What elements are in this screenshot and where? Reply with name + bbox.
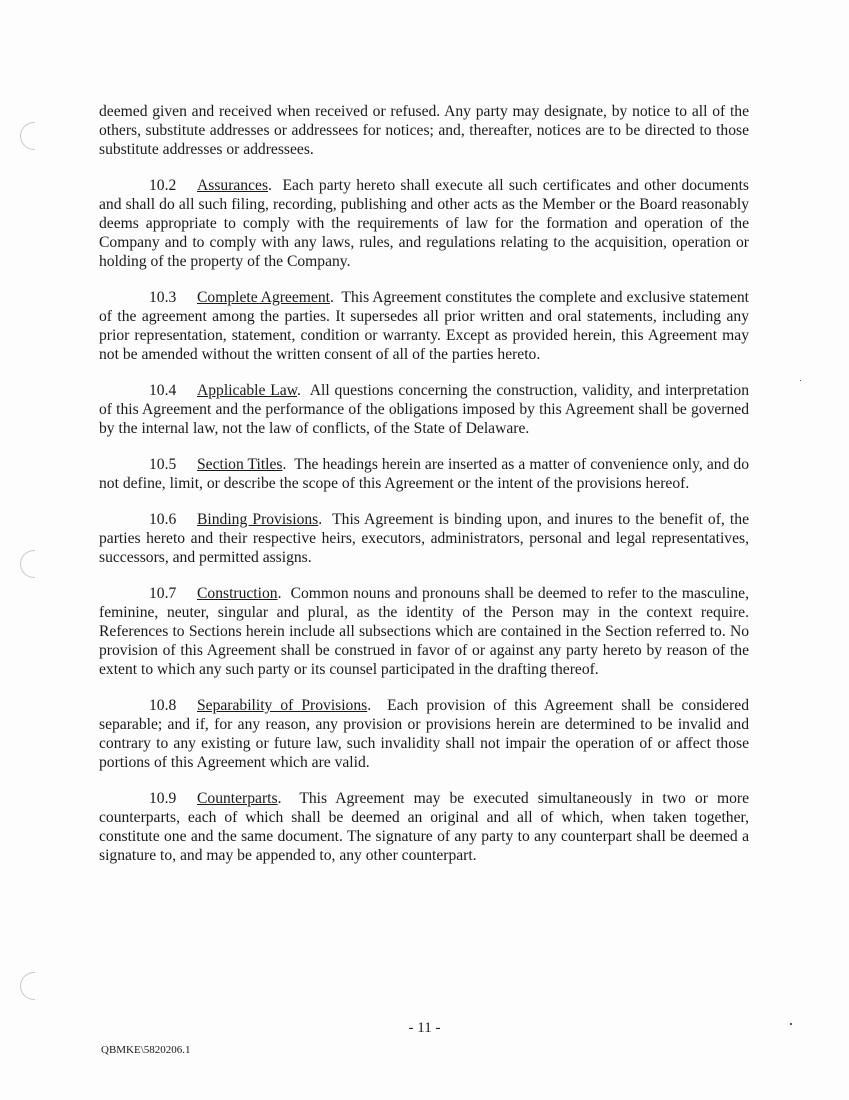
section-number: 10.7 — [149, 585, 177, 602]
section-10-8: 10.8 Separability of Provisions. Each provision of this Agreement shall be considered separable; and if, for any reason, any provision or provisions herein are determined to be invalid and contrary to any existing or future law, such invalidity shall not impair the operation of or affect those portions of this Agreement which are valid. — [99, 697, 749, 771]
section-heading: Construction — [197, 585, 278, 602]
document-id: QBMKE\5820206.1 — [101, 1044, 191, 1056]
section-10-6: 10.6 Binding Provisions. This Agreement is binding upon, and inures to the benefit of, the parties hereto and their respective heirs, executors, administrators, personal and legal representatives, successors, and permitted assigns. — [99, 511, 749, 566]
punch-hole-mark — [20, 122, 35, 150]
section-10-2: 10.2 Assurances. Each party hereto shall execute all such certificates and other documents and shall do all such filing, recording, publishing and other acts as the Member or the Board reasonably deems appropriate to comply with the requirements of law for the formation and operation of the Company and to comply with any laws, rules, and regulations relating to the acquisition, operation or holding of the property of the Company. — [99, 177, 750, 270]
section-body: Each party hereto shall execute all such certificates and other documents and shall do all such filing, recording, publishing and other acts as the Member or the Board reasonably deems appropriate to comply with the requirements of law for the formation and operation of the Company and to comply with any laws, rules, and regulations relating to the acquisition, operation or holding of the property of the Company. — [99, 177, 750, 270]
section-number: 10.8 — [149, 697, 177, 714]
section-10-9: 10.9 Counterparts. This Agreement may be executed simultaneously in two or more counterparts, each of which shall be deemed an original and all of which, when taken together, constitute one and the same document. The signature of any party to any counterpart shall be deemed a signature to, and may be appended to, any other counterpart. — [99, 790, 749, 864]
intro-paragraph: deemed given and received when received or refused. Any party may designate, by notice to all of the others, substitute addresses or addressees for notices; and, thereafter, notices are to be directed to those substitute addresses or addressees. — [99, 103, 749, 158]
section-body: Common nouns and pronouns shall be deemed to refer to the masculine, feminine, neuter, singular and plural, as the identity of the Person may in the context require. References to Sections herein include all subsections which are contained in the Section referred to. No provision of this Agreement shall be construed in favor of or against any party hereto by reason of the extent to which any such party or its counsel participated in the drafting thereof. — [99, 585, 749, 678]
section-heading: Section Titles — [197, 456, 283, 473]
section-heading: Complete Agreement — [197, 289, 330, 306]
section-number: 10.9 — [149, 790, 177, 807]
section-heading: Counterparts — [197, 790, 278, 807]
section-body: This Agreement is binding upon, and inures to the benefit of, the parties hereto and their respective heirs, executors, administrators, personal and legal representatives, successors, and permitted assigns. — [99, 511, 749, 566]
section-heading: Assurances — [197, 177, 269, 194]
section-number: 10.5 — [149, 456, 177, 473]
section-heading: Binding Provisions — [197, 511, 319, 528]
document-body — [99, 102, 749, 882]
punch-hole-mark — [20, 972, 35, 1000]
section-number: 10.4 — [149, 382, 177, 399]
section-body: This Agreement constitutes the complete and exclusive statement of the agreement among the parties. It supersedes all prior written and oral statements, including any prior representation, statement, condition or warranty. Except as provided herein, this Agreement may not be amended without the written consent of all of the parties hereto. — [99, 289, 749, 363]
section-10-5: 10.5 Section Titles. The headings herein are inserted as a matter of convenience only, and do not define, limit, or describe the scope of this Agreement or the intent of the provisions hereof. — [99, 456, 749, 492]
section-body: This Agreement may be executed simultaneously in two or more counterparts, each of which shall be deemed an original and all of which, when taken together, constitute one and the same document. The signature of any party to any counterpart shall be deemed a signature to, and may be appended to, any other counterpart. — [99, 790, 749, 864]
punch-hole-mark — [20, 550, 35, 578]
section-heading: Applicable Law — [197, 382, 297, 399]
section-body: All questions concerning the construction, validity, and interpretation of this Agreement and the performance of the obligations imposed by this Agreement shall be governed by the internal law, not the law of conflicts, of the State of Delaware. — [99, 382, 749, 437]
section-10-7: 10.7 Construction. Common nouns and pronouns shall be deemed to refer to the masculine, feminine, neuter, singular and plural, as the identity of the Person may in the context require. References to Sections herein include all subsections which are contained in the Section referred to. No provision of this Agreement shall be construed in favor of or against any party hereto by reason of the extent to which any such party or its counsel participated in the drafting thereof. — [99, 585, 749, 678]
section-number: 10.3 — [149, 289, 177, 306]
section-10-3: 10.3 Complete Agreement. This Agreement constitutes the complete and exclusive statement of the agreement among the parties. It supersedes all prior written and oral statements, including any prior representation, statement, condition or warranty. Except as provided herein, this Agreement may not be amended without the written consent of all of the parties hereto. — [99, 289, 749, 363]
section-body: The headings herein are inserted as a matter of convenience only, and do not define, limit, or describe the scope of this Agreement or the intent of the provisions hereof. — [99, 456, 749, 492]
section-number: 10.2 — [149, 177, 177, 194]
scan-speck — [800, 380, 801, 381]
section-number: 10.6 — [149, 511, 177, 528]
section-heading: Separability of Provisions — [197, 697, 368, 714]
page-number: - 11 - — [408, 1020, 441, 1036]
section-body: Each provision of this Agreement shall be considered separable; and if, for any reason, any provision or provisions herein are determined to be invalid and contrary to any existing or future law, such invalidity shall not impair the operation of or affect those portions of this Agreement which are valid. — [99, 697, 749, 771]
section-10-4: 10.4 Applicable Law. All questions concerning the construction, validity, and interpretation of this Agreement and the performance of the obligations imposed by this Agreement shall be governed by the internal law, not the law of conflicts, of the State of Delaware. — [99, 382, 749, 437]
